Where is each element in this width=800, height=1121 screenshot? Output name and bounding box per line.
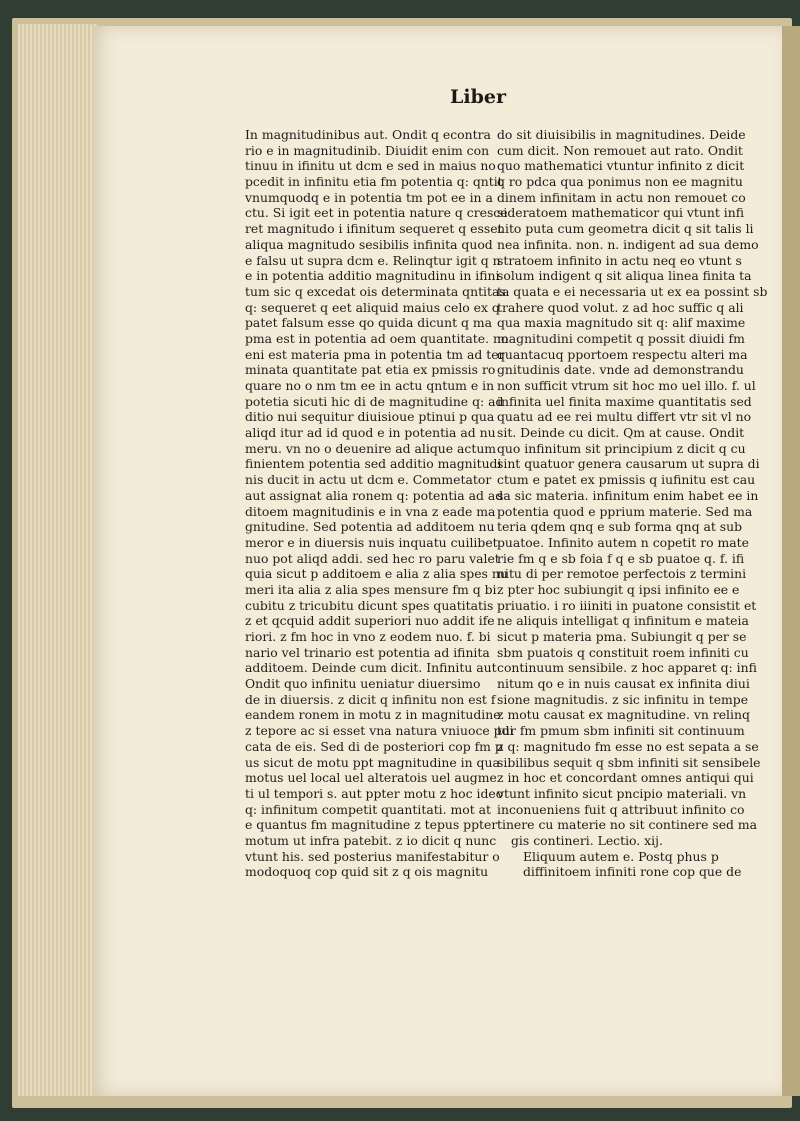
text-line: finientem potentia sed additio magnitudi xyxy=(245,456,502,472)
text-line: nea infinita. non. n. indigent ad sua demo xyxy=(497,236,759,252)
text-line: q: infinitum competit quantitati. mot at xyxy=(245,801,492,817)
text-line: vnumquodq e in potentia tm pot ee in a xyxy=(245,189,493,205)
text-line: potetia sicuti hic di de magnitudine q: ad xyxy=(245,393,504,409)
text-line: magnitudini competit q possit diuidi fm xyxy=(497,330,745,346)
text-line: dinem infinitam in actu non remouet co xyxy=(497,189,746,205)
text-line: quare no o nm tm ee in actu qntum e in xyxy=(245,378,495,393)
text-line: sione magnitudis. z sic infinitu in tempe xyxy=(497,691,749,707)
text-line: Ondit quo infinitu ueniatur diuersimo xyxy=(245,676,481,692)
text-line: meri ita alia z alia spes mensure fm q bi xyxy=(245,581,497,597)
text-line: ditoem magnitudinis e in vna z eade ma xyxy=(245,503,496,519)
right-binding-edge xyxy=(782,26,800,1096)
text-line: eandem ronem in motu z in magnitudine xyxy=(245,707,501,723)
text-line: teria qdem qnq e sub forma qnq at sub xyxy=(497,519,743,535)
text-line: gnitudine. Sed potentia ad additoem nu xyxy=(245,519,495,535)
text-line: gis contineri. Lectio. xij. xyxy=(511,832,663,848)
text-line: gnitudinis date. vnde ad demonstrandu xyxy=(497,362,744,378)
text-line: modoquoq cop quid sit z q ois magnitu xyxy=(245,864,489,880)
text-line: e in potentia additio magnitudinu in ifini xyxy=(245,268,500,284)
text-line: meru. vn no o deuenire ad alique actum xyxy=(245,440,497,456)
text-line: sint quatuor genera causarum ut supra di xyxy=(497,456,760,472)
text-line: cata de eis. Sed di de posteriori cop fm p xyxy=(245,738,503,754)
text-line: inconueniens fuit q attribuut infinito co xyxy=(497,801,745,817)
text-line: quo infinitum sit principium z dicit q cu xyxy=(497,440,746,456)
text-line: pcedit in infinitu etia fm potentia q: qntit xyxy=(245,174,503,190)
text-line: sicut p materia pma. Subiungit q per se xyxy=(497,629,747,644)
text-line: us sicut de motu ppt magnitudine in qua xyxy=(245,754,500,770)
left-text-column xyxy=(245,127,514,880)
text-line: q: sequeret q eet aliquid maius celo ex q xyxy=(245,299,500,315)
text-line: sibilibus sequit q sbm infiniti sit sensibele xyxy=(497,754,761,770)
text-line: z q: magnitudo fm esse no est sepata a se xyxy=(497,738,759,754)
text-line: solum indigent q sit aliqua linea finita ta xyxy=(497,268,752,284)
text-line: minata quantitate pat etia ex pmissis ro xyxy=(245,362,496,378)
text-line: e quantus fm magnitudine z tepus ppter xyxy=(245,817,498,833)
text-line: nuo pot aliqd addi. sed hec ro paru valet xyxy=(245,550,500,566)
text-line: qua maxia magnitudo sit q: alif maxime xyxy=(497,315,746,331)
text-line: priuatio. i ro iiiniti in puatone consistit et xyxy=(497,597,757,613)
text-line: z pter hoc subiungit q ipsi infinito ee e xyxy=(497,581,740,597)
text-line: ti ul tempori s. aut ppter motu z hoc ideo xyxy=(245,785,504,801)
text-line: quantacuq pportoem respectu alteri ma xyxy=(497,346,748,362)
text-line: quatu ad ee rei multu differt vtr sit vl no xyxy=(497,409,752,425)
text-line: vtunt infinito sicut pncipio materiali. vn xyxy=(497,785,747,801)
text-line: sideratoem mathematicor qui vtunt infi xyxy=(497,205,745,221)
text-line: infinita uel finita maxime quantitatis sed xyxy=(497,393,752,409)
right-text-column xyxy=(497,127,768,880)
text-line: tinuu in ifinitu ut dcm e sed in maius no xyxy=(245,158,496,174)
text-line: quia sicut p additoem e alia z alia spes nu xyxy=(245,566,508,582)
text-line: de in diuersis. z dicit q infinitu non est f xyxy=(245,691,496,707)
text-line: cubitu z tricubitu dicunt spes quatitatis xyxy=(245,597,494,613)
text-line: do sit diuisibilis in magnitudines. Deide xyxy=(497,127,746,142)
text-line: ne aliquis intelligat q infinitum e mateia xyxy=(497,613,749,629)
text-line: motum ut infra patebit. z io dicit q nunc xyxy=(245,832,497,848)
text-line: Eliquum autem e. Postq phus p xyxy=(523,848,719,864)
text-line: patet falsum esse qo quida dicunt q ma xyxy=(245,315,493,331)
text-line: z tepore ac si esset vna natura vniuoce pdi xyxy=(245,723,514,739)
text-line: z in hoc et concordant omnes antiqui qui xyxy=(497,770,754,786)
text-line: sbm puatois q constituit roem infiniti cu xyxy=(497,644,749,660)
text-line: vtunt his. sed posterius manifestabitur o xyxy=(245,848,500,864)
page-stack-edge xyxy=(18,24,98,1096)
text-line: tum sic q excedat ois determinata qntitas xyxy=(245,283,506,299)
text-line: riori. z fm hoc in vno z eodem nuo. f. bi xyxy=(245,629,491,644)
text-line: sit. Deinde cu dicit. Qm at cause. Ondit xyxy=(497,425,745,441)
text-line: tur fm pmum sbm infiniti sit continuum xyxy=(497,723,745,739)
text-line: pma est in potentia ad oem quantitate. no xyxy=(245,330,509,346)
text-line: non sufficit vtrum sit hoc mo uel illo. f. ul xyxy=(497,378,756,393)
text-line: z et qcquid addit superiori nuo addit ife xyxy=(245,613,495,629)
text-line: ta quata e ei necessaria ut ex ea possint sb xyxy=(497,283,768,299)
text-line: additoem. Deinde cum dicit. Infinitu aut xyxy=(245,660,497,676)
text-line: diffinitoem infiniti rone cop que de xyxy=(523,864,742,880)
text-line: nito puta cum geometra dicit q sit talis li xyxy=(497,221,754,237)
text-line: stratoem infinito in actu neq eo vtunt s xyxy=(497,252,742,268)
text-line: ret magnitudo i ifinitum sequeret q esset xyxy=(245,221,503,237)
text-line: puatoe. Infinito autem n copetit ro mate xyxy=(497,534,749,550)
text-line: meror e in diuersis nuis inquatu cuilibet xyxy=(245,534,498,550)
text-line: rio e in magnitudinib. Diuidit enim con xyxy=(245,142,490,158)
text-line: continuum sensibile. z hoc apparet q: infi xyxy=(497,660,757,676)
text-line: aliqd itur ad id quod e in potentia ad nu xyxy=(245,425,496,441)
text-line: e falsu ut supra dcm e. Relinqtur igit q n xyxy=(245,252,501,268)
text-line: z motu causat ex magnitudine. vn relinq xyxy=(497,707,750,723)
text-line: ctu. Si igit eet in potentia nature q cresce xyxy=(245,205,508,221)
text-line: quo mathematici vtuntur infinito z dicit xyxy=(497,158,745,174)
text-line: ditio nui sequitur diuisioue ptinui p qua xyxy=(245,409,495,425)
text-line: trahere quod volut. z ad hoc suffic q ali xyxy=(497,299,744,315)
text-line: tinere cu materie no sit continere sed ma xyxy=(497,817,758,833)
text-line: aut assignat alia ronem q: potentia ad ad xyxy=(245,487,504,503)
text-line: nitum qo e in nuis causat ex infinita diui xyxy=(497,676,750,692)
text-line: sa sic materia. infinitum enim habet ee in xyxy=(497,487,759,503)
text-line: cum dicit. Non remouet aut rato. Ondit xyxy=(497,142,743,158)
text-line: rie fm q e sb foia f q e sb puatoe q. f. ifi xyxy=(497,550,745,566)
text-line: In magnitudinibus aut. Ondit q econtra xyxy=(245,127,491,142)
text-line: ctum e patet ex pmissis q iufinitu est cau xyxy=(497,472,756,488)
text-line: q ro pdca qua ponimus non ee magnitu xyxy=(497,174,743,190)
text-line: eni est materia pma in potentia tm ad ter xyxy=(245,346,505,362)
text-line: potentia quod e pprium materie. Sed ma xyxy=(497,503,753,519)
text-line: nis ducit in actu ut dcm e. Commetator xyxy=(245,472,492,488)
text-line: aliqua magnitudo sesibilis infinita quod xyxy=(245,236,493,252)
text-line: motus uel local uel alteratois uel augme xyxy=(245,770,497,786)
text-line: nario vel trinario est potentia ad ifinita xyxy=(245,644,490,660)
text-line: nitu di per remotoe perfectois z termini xyxy=(497,566,747,582)
running-head: Liber xyxy=(450,86,506,108)
